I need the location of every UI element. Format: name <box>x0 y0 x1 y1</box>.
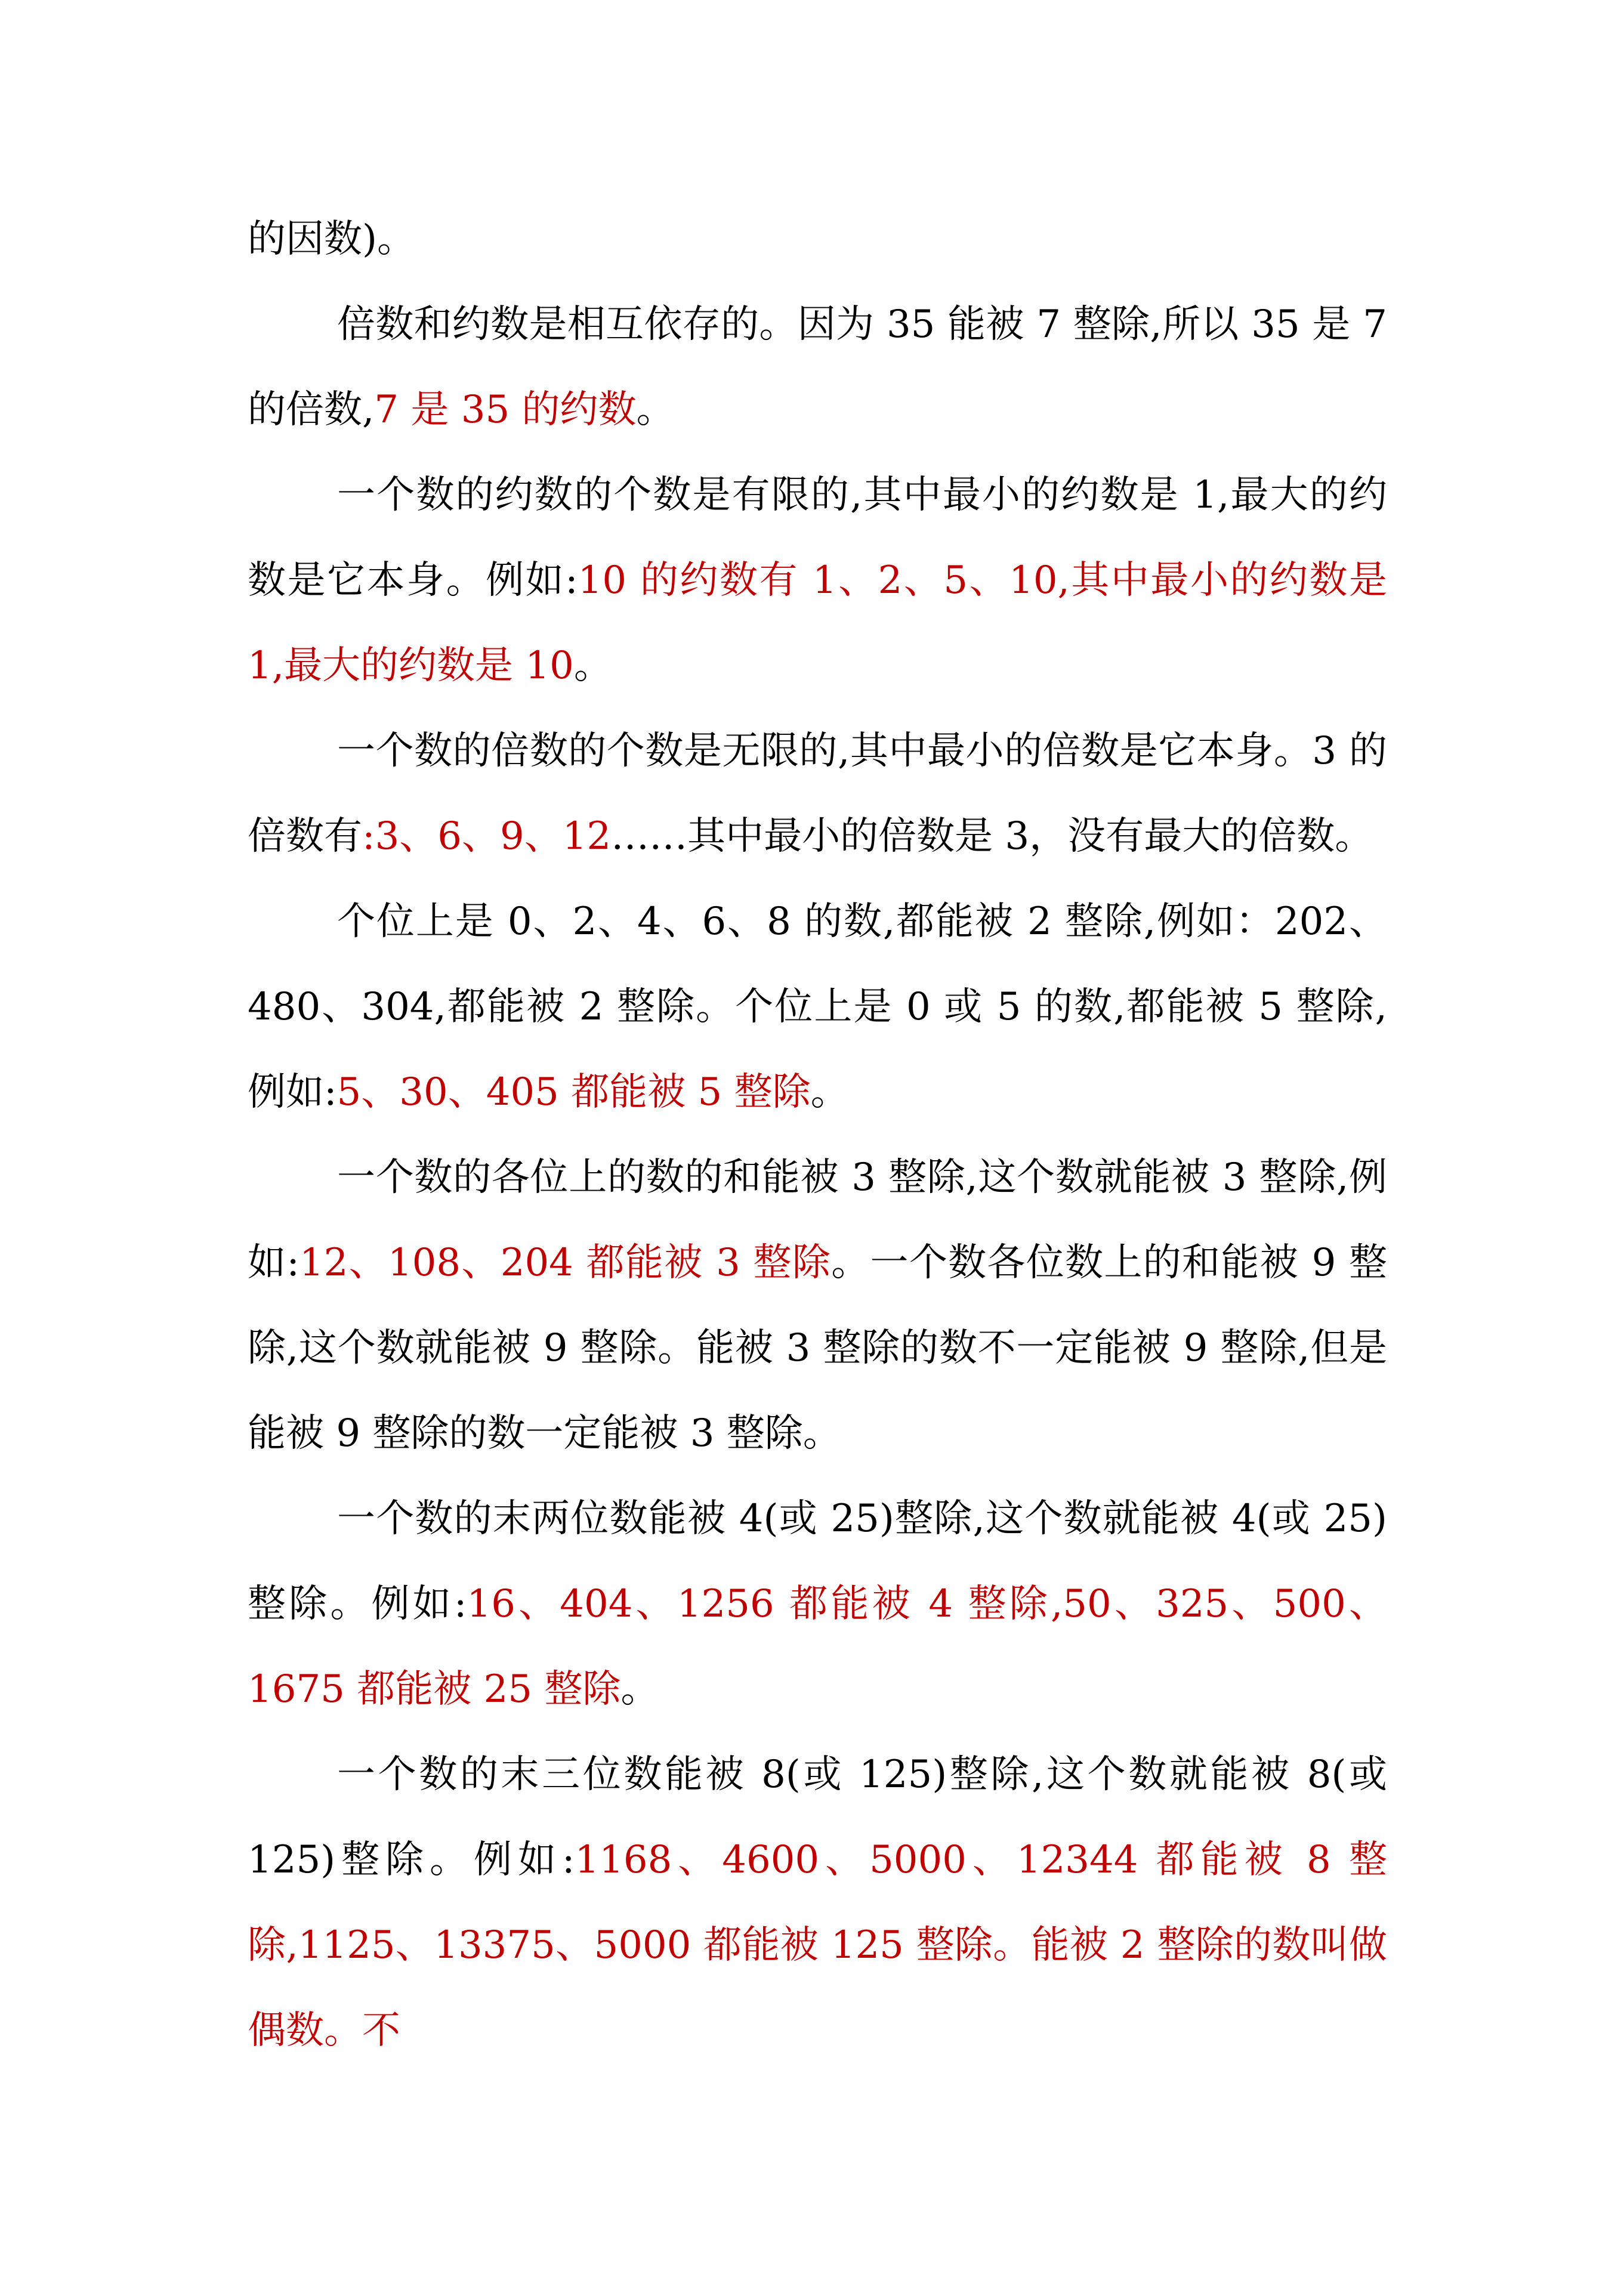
paragraph <box>248 453 1387 709</box>
body-text: 一个数的倍数的个数是无限的,其中最小的倍数是它本身。3 的倍数有 <box>248 729 1387 858</box>
body-text: 。 <box>620 1667 659 1711</box>
body-text: 。一个数各位数上的和能被 9 整除,这个数就能被 9 整除。能被 3 整除的数不一定能被 9 整除,但是能被 9 整除的数一定能被 3 整除。 <box>248 1241 1388 1456</box>
body-text: 的因数)。 <box>248 217 415 261</box>
paragraph <box>248 709 1387 879</box>
highlighted-example-text: 1168、4600、5000、12344 都能被 8 整除,1125、13375、5000 都能被 125 整除。能被 2 整除的数叫做偶数。不 <box>248 1838 1387 2053</box>
body-text: 。 <box>810 1070 849 1114</box>
highlighted-example-text: 7 是 35 的约数 <box>374 388 637 432</box>
body-text: 倍数和约数是相互依存的。因为 35 能被 7 整除,所以 35 是 7 的倍数, <box>248 302 1387 432</box>
body-text: 一个数的末三位数能被 8(或 125)整除,这个数就能被 8(或 125)整除。例如: <box>248 1753 1387 1882</box>
paragraph <box>248 1732 1387 2073</box>
highlighted-example-text: 12、108、204 都能被 3 整除 <box>299 1241 832 1285</box>
highlighted-example-text: 16、404、1256 都能被 4 整除,50、325、500、1675 都能被 25 整除 <box>248 1582 1387 1711</box>
body-text: 一个数的末两位数能被 4(或 25)整除,这个数就能被 4(或 25)整除。例如: <box>248 1497 1387 1626</box>
paragraph <box>248 1135 1387 1476</box>
body-text: 。 <box>636 388 675 432</box>
body-text: 个位上是 0、2、4、6、8 的数,都能被 2 整除,例如：202、480、304,都能被 2 整除。个位上是 0 或 5 的数,都能被 5 整除,例如: <box>248 900 1387 1114</box>
highlighted-example-text: :3、6、9、12 <box>362 814 612 858</box>
highlighted-example-text: 5、30、405 都能被 5 整除 <box>336 1070 811 1114</box>
document-page <box>248 197 1387 2073</box>
highlighted-example-text: 10 的约数有 1、2、5、10,其中最小的约数是 1,最大的约数是 10 <box>248 558 1388 688</box>
body-text: ……其中最小的倍数是 3，没有最大的倍数。 <box>611 814 1373 858</box>
body-text: 一个数的约数的个数是有限的,其中最小的约数是 1,最大的约数是它本身。例如: <box>248 473 1387 602</box>
paragraph <box>248 282 1387 453</box>
paragraph <box>248 879 1387 1135</box>
body-text: 。 <box>573 644 612 688</box>
paragraph <box>248 197 1387 282</box>
paragraph <box>248 1476 1387 1732</box>
body-text: 一个数的各位上的数的和能被 3 整除,这个数就能被 3 整除,例如: <box>248 1155 1387 1285</box>
